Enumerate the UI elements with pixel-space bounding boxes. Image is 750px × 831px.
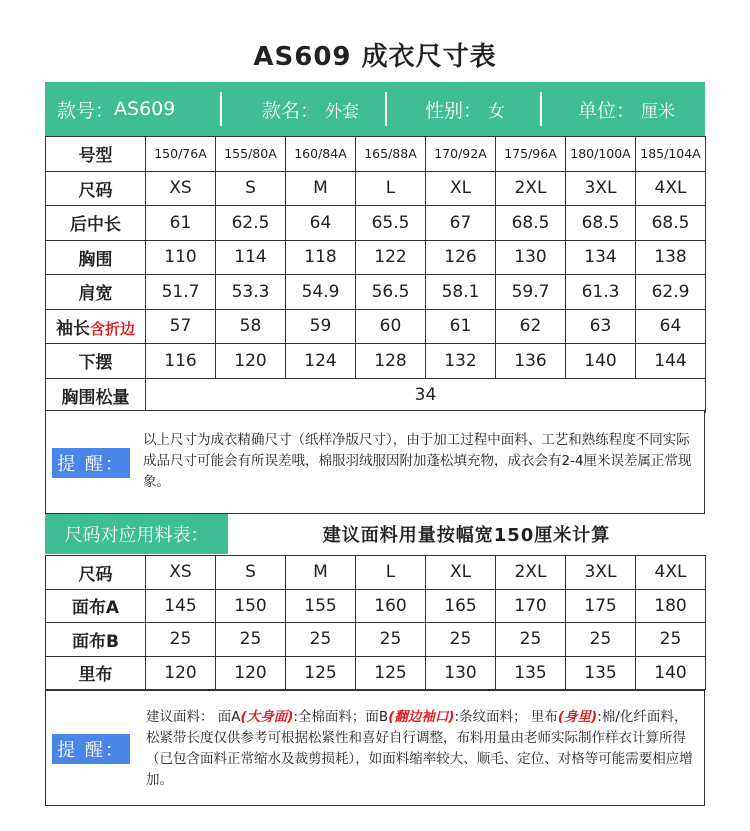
fabric-section-label: 尺码对应用料表： — [45, 514, 228, 554]
size-row-label-text: 后中长 — [70, 215, 121, 236]
size-cell: 110 — [146, 240, 216, 275]
fabric-size-cell: S — [216, 556, 286, 590]
size-cell: S — [216, 171, 286, 206]
fabric-cell: 135 — [566, 656, 636, 690]
size-cell: 114 — [216, 240, 286, 275]
size-cell: 132 — [426, 344, 496, 379]
size-cell: 58 — [216, 309, 286, 344]
fabric-cell: 180 — [636, 589, 706, 623]
size-cell: 155/80A — [216, 137, 286, 172]
size-cell: 170/92A — [426, 137, 496, 172]
tip2-text-b: :全棉面料；面B — [293, 709, 389, 725]
tip2-text-c: :条纹面料； 里布 — [454, 709, 558, 725]
size-row-label — [46, 240, 146, 275]
fabric-cell: 25 — [426, 623, 496, 657]
fabric-row-label: 面布B — [46, 623, 146, 657]
size-cell: M — [286, 171, 356, 206]
tip2-emphasis-lining: (身里) — [557, 709, 598, 725]
fabric-row-label: 面布A — [46, 589, 146, 623]
style-name-label: 款名： — [262, 99, 320, 122]
fabric-cell: 125 — [356, 656, 426, 690]
unit-label: 单位： — [578, 99, 636, 122]
tip2-text-d: :棉/化纤面料，松紧带长度仅供参考可根据松紧性和喜好自行调整，布料用量由老师实际制作样衣计算所得（已包含面料正常缩水及裁剪损耗），如面料缩率较大、顺毛、定位、对格等可能需要相应增加。 — [146, 709, 693, 788]
fabric-row-label: 里布 — [46, 656, 146, 690]
size-row-label — [46, 206, 146, 241]
fabric-cell: 120 — [146, 656, 216, 690]
size-cell: 126 — [426, 240, 496, 275]
size-cell: 175/96A — [496, 137, 566, 172]
fabric-size-cell: XL — [426, 556, 496, 590]
size-row-label-text: 尺码 — [78, 180, 113, 201]
size-cell: 60 — [356, 309, 426, 344]
fabric-size-cell: M — [286, 556, 356, 590]
size-cell: 56.5 — [356, 275, 426, 310]
fabric-section-note: 建议面料用量按幅宽150厘米计算 — [322, 525, 611, 546]
fabric-size-cell: 2XL — [496, 556, 566, 590]
size-row-label-text: 号型 — [78, 146, 113, 167]
size-cell: 118 — [286, 240, 356, 275]
fabric-size-cell: 4XL — [636, 556, 706, 590]
size-cell: 61.3 — [566, 275, 636, 310]
size-cell: 68.5 — [636, 206, 706, 241]
size-row-label — [46, 137, 146, 172]
tip-text-2 — [146, 707, 694, 791]
size-cell: 160/84A — [286, 137, 356, 172]
size-cell: 62 — [496, 309, 566, 344]
size-cell: 68.5 — [566, 206, 636, 241]
style-name-value: 外套 — [325, 101, 360, 122]
fabric-cell: 175 — [566, 589, 636, 623]
tip-badge-1: 提 醒： — [52, 448, 130, 478]
fabric-cell: 135 — [496, 656, 566, 690]
size-cell: 3XL — [566, 171, 636, 206]
size-cell: 4XL — [636, 171, 706, 206]
size-row-label — [46, 309, 146, 344]
fabric-cell: 25 — [216, 623, 286, 657]
size-row-label-text: 肩宽 — [78, 284, 113, 305]
style-number-cell — [45, 82, 220, 136]
unit-cell — [540, 82, 705, 136]
style-info-bar — [45, 82, 705, 136]
tip-box-2 — [45, 690, 705, 806]
fabric-cell: 125 — [286, 656, 356, 690]
size-cell: 68.5 — [496, 206, 566, 241]
tip-text-1: 以上尺寸为成衣精确尺寸（纸样净版尺寸），由于加工过程中面料、工艺和熟练程度不同实际成品尺寸可能会有所误差哦，棉服羽绒服因附加蓬松填充物，成衣会有2-4厘米误差属正常现象。 — [143, 432, 692, 490]
size-cell: 62.5 — [216, 206, 286, 241]
size-cell: 180/100A — [566, 137, 636, 172]
fabric-cell: 130 — [426, 656, 496, 690]
size-cell: 124 — [286, 344, 356, 379]
size-cell: 63 — [566, 309, 636, 344]
fabric-section-header — [45, 514, 705, 554]
size-cell: 59.7 — [496, 275, 566, 310]
size-cell: 150/76A — [146, 137, 216, 172]
size-row — [46, 275, 706, 310]
size-table — [45, 136, 706, 413]
fabric-row — [46, 589, 706, 623]
fabric-cell: 160 — [356, 589, 426, 623]
fabric-cell: 145 — [146, 589, 216, 623]
fabric-row — [46, 656, 706, 690]
tip-badge-2: 提 醒： — [52, 734, 130, 764]
size-cell: 51.7 — [146, 275, 216, 310]
fabric-cell: 140 — [636, 656, 706, 690]
size-cell: 122 — [356, 240, 426, 275]
size-row-label-text: 袖长 — [55, 318, 90, 339]
page-title: AS609 成衣尺寸表 — [253, 42, 497, 72]
size-cell: 165/88A — [356, 137, 426, 172]
size-row — [46, 171, 706, 206]
fabric-header-label: 尺码 — [46, 556, 146, 590]
size-row — [46, 206, 706, 241]
tip2-emphasis-body: (大身面) — [240, 709, 294, 725]
fabric-cell: 25 — [146, 623, 216, 657]
style-name-cell — [220, 82, 385, 136]
size-row-label-note: 含折边 — [89, 319, 135, 338]
size-cell: 64 — [286, 206, 356, 241]
ease-value: 34 — [146, 378, 706, 413]
size-cell: 144 — [636, 344, 706, 379]
size-cell: 120 — [216, 344, 286, 379]
size-cell: L — [356, 171, 426, 206]
size-row-label — [46, 344, 146, 379]
size-row-label-text: 下摆 — [78, 353, 113, 374]
fabric-cell: 25 — [496, 623, 566, 657]
size-cell: 140 — [566, 344, 636, 379]
size-cell: 64 — [636, 309, 706, 344]
size-cell: XS — [146, 171, 216, 206]
fabric-size-cell: L — [356, 556, 426, 590]
fabric-row — [46, 623, 706, 657]
ease-label: 胸围松量 — [46, 378, 146, 413]
fabric-cell: 170 — [496, 589, 566, 623]
fabric-cell: 165 — [426, 589, 496, 623]
ease-row — [46, 378, 706, 413]
fabric-size-cell: 3XL — [566, 556, 636, 590]
size-row — [46, 344, 706, 379]
size-cell: 57 — [146, 309, 216, 344]
size-cell: 58.1 — [426, 275, 496, 310]
size-cell: 53.3 — [216, 275, 286, 310]
gender-value: 女 — [488, 101, 506, 122]
size-row — [46, 240, 706, 275]
size-cell: 116 — [146, 344, 216, 379]
size-cell: 2XL — [496, 171, 566, 206]
size-cell: XL — [426, 171, 496, 206]
size-row — [46, 309, 706, 344]
size-cell: 67 — [426, 206, 496, 241]
tip2-emphasis-cuff: (翻边袖口) — [388, 709, 455, 725]
unit-value: 厘米 — [641, 101, 676, 122]
fabric-cell: 120 — [216, 656, 286, 690]
size-row-label-text: 胸围 — [78, 249, 113, 270]
fabric-cell: 25 — [356, 623, 426, 657]
tip2-text-a: 建议面料： 面A — [146, 709, 241, 725]
gender-label: 性别： — [425, 99, 483, 122]
size-row — [46, 137, 706, 172]
size-cell: 62.9 — [636, 275, 706, 310]
style-number-label: 款号： — [57, 99, 115, 122]
tip-box-1 — [45, 410, 705, 514]
fabric-cell: 155 — [286, 589, 356, 623]
fabric-cell: 150 — [216, 589, 286, 623]
size-cell: 65.5 — [356, 206, 426, 241]
fabric-cell: 25 — [636, 623, 706, 657]
fabric-cell: 25 — [286, 623, 356, 657]
fabric-header-row — [46, 556, 706, 590]
size-row-label — [46, 171, 146, 206]
size-row-label — [46, 275, 146, 310]
style-number-value: AS609 — [114, 98, 176, 120]
size-cell: 134 — [566, 240, 636, 275]
size-cell: 136 — [496, 344, 566, 379]
size-cell: 61 — [426, 309, 496, 344]
size-cell: 130 — [496, 240, 566, 275]
size-cell: 185/104A — [636, 137, 706, 172]
gender-cell — [385, 82, 540, 136]
size-cell: 59 — [286, 309, 356, 344]
size-cell: 54.9 — [286, 275, 356, 310]
size-cell: 138 — [636, 240, 706, 275]
size-cell: 61 — [146, 206, 216, 241]
fabric-table — [45, 555, 706, 690]
fabric-size-cell: XS — [146, 556, 216, 590]
fabric-cell: 25 — [566, 623, 636, 657]
size-cell: 128 — [356, 344, 426, 379]
